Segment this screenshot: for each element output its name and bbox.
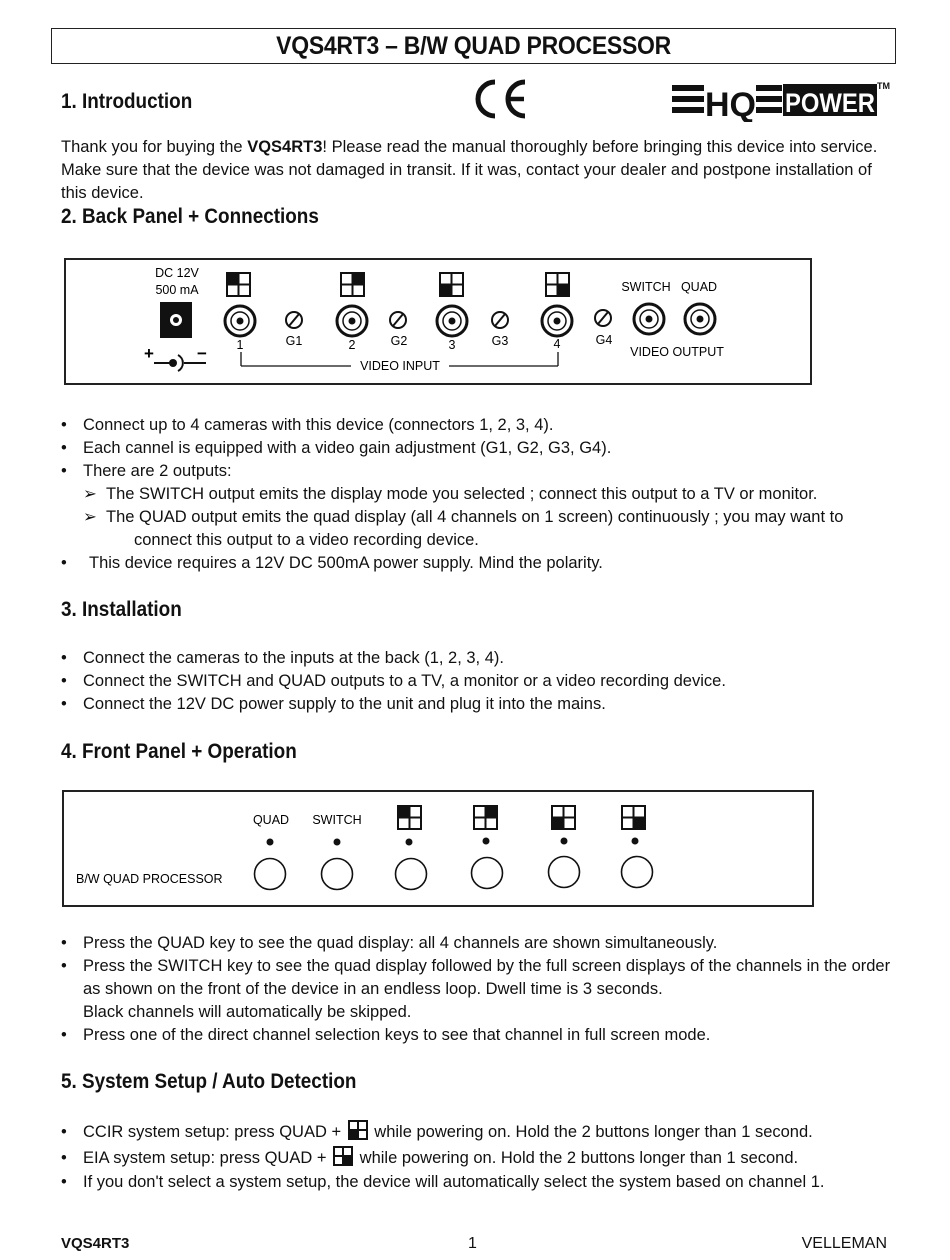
ch1-led: [406, 839, 413, 846]
bnc-connector-4: [542, 306, 572, 336]
ch1-key-button: [396, 859, 427, 890]
section-heading-back-panel: 2. Back Panel + Connections: [61, 205, 319, 228]
bnc-connector-3: [437, 306, 467, 336]
input-1-label: 1: [236, 338, 244, 352]
list-item: • Press one of the direct channel selection keys to see that channel in full screen mode.: [61, 1026, 711, 1044]
list-item: • Press the QUAD key to see the quad display: all 4 channels are shown simultaneously.: [61, 934, 718, 952]
front-quad-icon-ch1: [398, 806, 421, 829]
gain-pot-g2: [390, 312, 406, 328]
front-quad-icon-ch3: [552, 806, 575, 829]
section-heading-introduction: 1. Introduction: [61, 90, 193, 113]
video-input-label: VIDEO INPUT: [360, 359, 440, 373]
gain-g1-label: G1: [285, 334, 303, 348]
hq-power-logo: [672, 80, 892, 122]
input-2-label: 2: [348, 338, 356, 352]
intro-paragraph: Thank you for buying the VQS4RT3! Please read the manual thoroughly before bringing this device into service. Make sure that the device was not damaged in transit. If it was, contact your dealer and postpone installation of this device.: [61, 138, 878, 202]
quad-key-button: [255, 859, 286, 890]
polarity-minus: −: [197, 344, 207, 363]
gain-pot-g3: [492, 312, 508, 328]
ce-mark-logo: [470, 78, 528, 120]
front-quad-icon-ch4: [622, 806, 645, 829]
footer-brand: VELLEMAN: [801, 1235, 887, 1252]
sub-list-item: ➢ The QUAD output emits the quad display (all 4 channels on 1 screen) continuously ; you may want to connect this output to a video recording device.: [83, 508, 844, 549]
gain-g3-label: G3: [491, 334, 509, 348]
trademark-symbol: TM: [877, 81, 890, 91]
svg-text:HQ: HQ: [705, 86, 756, 122]
section-heading-front-panel: 4. Front Panel + Operation: [61, 740, 297, 763]
quad-led: [267, 839, 274, 846]
quad-icon-ch3-inline: [348, 1120, 368, 1140]
list-item: • CCIR system setup: press QUAD + while powering on. Hold the 2 buttons longer than 1 second.: [61, 1119, 891, 1145]
list-item: • This device requires a 12V DC 500mA power supply. Mind the polarity.: [61, 554, 603, 572]
back-panel-diagram: [64, 258, 812, 385]
switch-key-label: SWITCH: [312, 813, 362, 827]
bnc-connector-quad: [685, 304, 715, 334]
gain-g4-label: G4: [595, 333, 613, 347]
document-title-box: [51, 28, 896, 64]
video-output-label: VIDEO OUTPUT: [630, 345, 724, 359]
gain-pot-g1: [286, 312, 302, 328]
list-item: • Connect the SWITCH and QUAD outputs to a TV, a monitor or a video recording device.: [61, 672, 726, 690]
input-3-label: 3: [448, 338, 456, 352]
list-item: • EIA system setup: press QUAD + while powering on. Hold the 2 buttons longer than 1 second.: [61, 1145, 891, 1171]
quad-icon-ch4-inline: [333, 1146, 353, 1166]
bnc-connector-2: [337, 306, 367, 336]
ch3-key-button: [549, 857, 580, 888]
quad-key-label: QUAD: [252, 813, 290, 827]
bnc-connector-switch: [634, 304, 664, 334]
ch4-led: [632, 838, 639, 845]
sub-list-item: ➢ The SWITCH output emits the display mode you selected ; connect this output to a TV or monitor.: [83, 485, 818, 503]
quad-icon-ch1: [227, 273, 250, 296]
quad-output-label: QUAD: [680, 280, 718, 294]
front-panel-diagram: [62, 790, 814, 907]
ch4-key-button: [622, 857, 653, 888]
switch-key-button: [322, 859, 353, 890]
system-setup-bullets: [61, 1119, 891, 1194]
ch2-key-button: [472, 858, 503, 889]
document-title: VQS4RT3 – B/W QUAD PROCESSOR: [276, 32, 671, 60]
switch-output-label: SWITCH: [621, 280, 671, 294]
footer-model: VQS4RT3: [61, 1235, 130, 1252]
list-item: • Connect up to 4 cameras with this device (connectors 1, 2, 3, 4).: [61, 416, 554, 434]
section-heading-system-setup: 5. System Setup / Auto Detection: [61, 1070, 357, 1093]
list-item: • If you don't select a system setup, the device will automatically select the system based on channel 1.: [61, 1173, 825, 1191]
list-item-continuation: Black channels will automatically be skipped.: [83, 1003, 412, 1021]
gain-g2-label: G2: [390, 334, 408, 348]
installation-bullets: [61, 647, 891, 716]
list-item: • Connect the cameras to the inputs at the back (1, 2, 3, 4).: [61, 649, 504, 667]
section-heading-installation: 3. Installation: [61, 598, 182, 621]
quad-icon-ch4: [546, 273, 569, 296]
list-item: • Connect the 12V DC power supply to the unit and plug it into the mains.: [61, 695, 606, 713]
quad-icon-ch3: [440, 273, 463, 296]
input-4-label: 4: [553, 337, 561, 351]
list-item: • There are 2 outputs:: [61, 462, 232, 480]
gain-pot-g4: [595, 310, 611, 326]
switch-led: [334, 839, 341, 846]
ch3-led: [561, 838, 568, 845]
list-item: • Press the SWITCH key to see the quad display followed by the full screen displays of the channels in the order as shown on the front of the device in an endless loop. Dwell time is 3 seconds.: [61, 957, 891, 998]
operation-bullets: [61, 932, 891, 1047]
ch2-led: [483, 838, 490, 845]
list-item: • Each cannel is equipped with a video gain adjustment (G1, G2, G3, G4).: [61, 439, 612, 457]
bnc-connector-1: [225, 306, 255, 336]
footer-page-number: 1: [468, 1235, 477, 1252]
dc-current-label: 500 mA: [155, 283, 199, 297]
dc-voltage-label: DC 12V: [155, 266, 199, 280]
quad-icon-ch2: [341, 273, 364, 296]
svg-text:POWER: POWER: [785, 88, 875, 118]
front-panel-name: B/W QUAD PROCESSOR: [76, 872, 223, 886]
front-quad-icon-ch2: [474, 806, 497, 829]
back-panel-bullets: [61, 414, 891, 575]
polarity-plus: +: [144, 344, 154, 363]
